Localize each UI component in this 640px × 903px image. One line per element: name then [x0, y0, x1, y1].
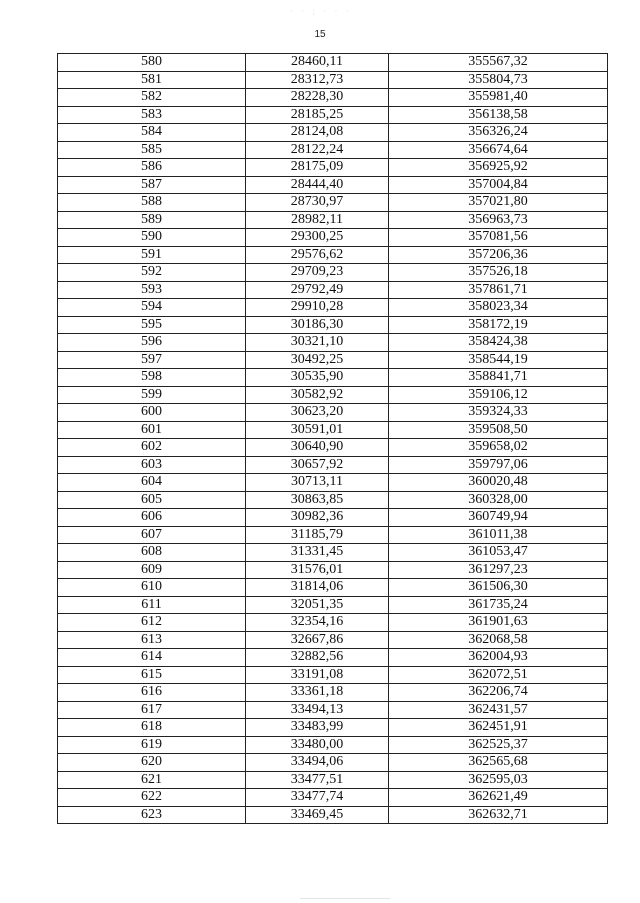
coordinates-table [57, 53, 608, 824]
point-number-cell: 614 [58, 649, 246, 667]
y-coordinate-cell: 359508,50 [389, 421, 608, 439]
y-coordinate-cell: 360020,48 [389, 474, 608, 492]
x-coordinate-cell: 32667,86 [246, 631, 389, 649]
y-coordinate-cell: 355567,32 [389, 54, 608, 72]
point-number-cell: 619 [58, 736, 246, 754]
y-coordinate-cell: 361011,38 [389, 526, 608, 544]
x-coordinate-cell: 28124,08 [246, 124, 389, 142]
y-coordinate-cell: 357081,56 [389, 229, 608, 247]
table-row [58, 299, 608, 317]
point-number-cell: 596 [58, 334, 246, 352]
y-coordinate-cell: 362431,57 [389, 701, 608, 719]
table-row [58, 369, 608, 387]
table-row [58, 561, 608, 579]
y-coordinate-cell: 361735,24 [389, 596, 608, 614]
x-coordinate-cell: 30657,92 [246, 456, 389, 474]
table-row [58, 736, 608, 754]
point-number-cell: 612 [58, 614, 246, 632]
point-number-cell: 584 [58, 124, 246, 142]
x-coordinate-cell: 30863,85 [246, 491, 389, 509]
table-row [58, 71, 608, 89]
y-coordinate-cell: 361901,63 [389, 614, 608, 632]
x-coordinate-cell: 33469,45 [246, 806, 389, 824]
x-coordinate-cell: 30186,30 [246, 316, 389, 334]
point-number-cell: 589 [58, 211, 246, 229]
point-number-cell: 606 [58, 509, 246, 527]
x-coordinate-cell: 28444,40 [246, 176, 389, 194]
x-coordinate-cell: 29792,49 [246, 281, 389, 299]
table-row [58, 89, 608, 107]
y-coordinate-cell: 362565,68 [389, 754, 608, 772]
table-row [58, 509, 608, 527]
table-row [58, 474, 608, 492]
table-row [58, 526, 608, 544]
y-coordinate-cell: 357004,84 [389, 176, 608, 194]
table-row [58, 386, 608, 404]
point-number-cell: 621 [58, 771, 246, 789]
y-coordinate-cell: 362451,91 [389, 719, 608, 737]
table-row [58, 316, 608, 334]
table-row [58, 439, 608, 457]
table-row [58, 719, 608, 737]
table-row [58, 544, 608, 562]
y-coordinate-cell: 359658,02 [389, 439, 608, 457]
x-coordinate-cell: 30713,11 [246, 474, 389, 492]
x-coordinate-cell: 31814,06 [246, 579, 389, 597]
table-row [58, 281, 608, 299]
y-coordinate-cell: 362525,37 [389, 736, 608, 754]
table-row [58, 421, 608, 439]
scan-artifact: · · ; · · · [290, 6, 352, 16]
x-coordinate-cell: 29300,25 [246, 229, 389, 247]
point-number-cell: 598 [58, 369, 246, 387]
x-coordinate-cell: 30623,20 [246, 404, 389, 422]
y-coordinate-cell: 357206,36 [389, 246, 608, 264]
point-number-cell: 587 [58, 176, 246, 194]
page-number: 15 [314, 29, 326, 40]
table-row [58, 264, 608, 282]
x-coordinate-cell: 28730,97 [246, 194, 389, 212]
point-number-cell: 580 [58, 54, 246, 72]
y-coordinate-cell: 357861,71 [389, 281, 608, 299]
table-row [58, 141, 608, 159]
y-coordinate-cell: 362621,49 [389, 789, 608, 807]
point-number-cell: 620 [58, 754, 246, 772]
scan-edge-line [300, 898, 390, 899]
y-coordinate-cell: 362595,03 [389, 771, 608, 789]
y-coordinate-cell: 361053,47 [389, 544, 608, 562]
point-number-cell: 586 [58, 159, 246, 177]
point-number-cell: 600 [58, 404, 246, 422]
y-coordinate-cell: 355804,73 [389, 71, 608, 89]
y-coordinate-cell: 358023,34 [389, 299, 608, 317]
table-row [58, 596, 608, 614]
x-coordinate-cell: 29576,62 [246, 246, 389, 264]
table-row [58, 684, 608, 702]
x-coordinate-cell: 33494,06 [246, 754, 389, 772]
y-coordinate-cell: 356925,92 [389, 159, 608, 177]
y-coordinate-cell: 355981,40 [389, 89, 608, 107]
table-row [58, 771, 608, 789]
x-coordinate-cell: 28185,25 [246, 106, 389, 124]
point-number-cell: 594 [58, 299, 246, 317]
table-row [58, 631, 608, 649]
y-coordinate-cell: 359106,12 [389, 386, 608, 404]
table-row [58, 194, 608, 212]
table-row [58, 789, 608, 807]
point-number-cell: 618 [58, 719, 246, 737]
table-row [58, 701, 608, 719]
table-row [58, 211, 608, 229]
x-coordinate-cell: 32354,16 [246, 614, 389, 632]
y-coordinate-cell: 357526,18 [389, 264, 608, 282]
x-coordinate-cell: 33483,99 [246, 719, 389, 737]
point-number-cell: 604 [58, 474, 246, 492]
x-coordinate-cell: 30591,01 [246, 421, 389, 439]
table-row [58, 54, 608, 72]
x-coordinate-cell: 32882,56 [246, 649, 389, 667]
x-coordinate-cell: 30982,36 [246, 509, 389, 527]
x-coordinate-cell: 33477,74 [246, 789, 389, 807]
x-coordinate-cell: 30582,92 [246, 386, 389, 404]
point-number-cell: 595 [58, 316, 246, 334]
x-coordinate-cell: 28175,09 [246, 159, 389, 177]
x-coordinate-cell: 31185,79 [246, 526, 389, 544]
point-number-cell: 602 [58, 439, 246, 457]
x-coordinate-cell: 29709,23 [246, 264, 389, 282]
table-row [58, 124, 608, 142]
x-coordinate-cell: 28228,30 [246, 89, 389, 107]
table-row [58, 666, 608, 684]
x-coordinate-cell: 30640,90 [246, 439, 389, 457]
table-row [58, 754, 608, 772]
y-coordinate-cell: 362632,71 [389, 806, 608, 824]
table-row [58, 806, 608, 824]
y-coordinate-cell: 358841,71 [389, 369, 608, 387]
y-coordinate-cell: 359797,06 [389, 456, 608, 474]
point-number-cell: 609 [58, 561, 246, 579]
x-coordinate-cell: 33477,51 [246, 771, 389, 789]
y-coordinate-cell: 358544,19 [389, 351, 608, 369]
y-coordinate-cell: 362072,51 [389, 666, 608, 684]
x-coordinate-cell: 32051,35 [246, 596, 389, 614]
point-number-cell: 603 [58, 456, 246, 474]
table-row [58, 106, 608, 124]
point-number-cell: 615 [58, 666, 246, 684]
point-number-cell: 623 [58, 806, 246, 824]
x-coordinate-cell: 33191,08 [246, 666, 389, 684]
point-number-cell: 608 [58, 544, 246, 562]
table-row [58, 649, 608, 667]
point-number-cell: 593 [58, 281, 246, 299]
table-row [58, 491, 608, 509]
x-coordinate-cell: 28312,73 [246, 71, 389, 89]
table-row [58, 176, 608, 194]
y-coordinate-cell: 358172,19 [389, 316, 608, 334]
table-row [58, 579, 608, 597]
point-number-cell: 605 [58, 491, 246, 509]
table-row [58, 229, 608, 247]
point-number-cell: 616 [58, 684, 246, 702]
y-coordinate-cell: 357021,80 [389, 194, 608, 212]
table-row [58, 246, 608, 264]
table-row [58, 159, 608, 177]
point-number-cell: 592 [58, 264, 246, 282]
y-coordinate-cell: 356963,73 [389, 211, 608, 229]
x-coordinate-cell: 31576,01 [246, 561, 389, 579]
point-number-cell: 597 [58, 351, 246, 369]
point-number-cell: 588 [58, 194, 246, 212]
y-coordinate-cell: 360328,00 [389, 491, 608, 509]
table-row [58, 614, 608, 632]
table-row [58, 351, 608, 369]
x-coordinate-cell: 33480,00 [246, 736, 389, 754]
x-coordinate-cell: 33361,18 [246, 684, 389, 702]
y-coordinate-cell: 356674,64 [389, 141, 608, 159]
y-coordinate-cell: 356326,24 [389, 124, 608, 142]
y-coordinate-cell: 360749,94 [389, 509, 608, 527]
y-coordinate-cell: 359324,33 [389, 404, 608, 422]
y-coordinate-cell: 362004,93 [389, 649, 608, 667]
y-coordinate-cell: 362206,74 [389, 684, 608, 702]
point-number-cell: 622 [58, 789, 246, 807]
x-coordinate-cell: 31331,45 [246, 544, 389, 562]
x-coordinate-cell: 33494,13 [246, 701, 389, 719]
point-number-cell: 617 [58, 701, 246, 719]
point-number-cell: 581 [58, 71, 246, 89]
point-number-cell: 610 [58, 579, 246, 597]
table-row [58, 334, 608, 352]
point-number-cell: 585 [58, 141, 246, 159]
y-coordinate-cell: 361506,30 [389, 579, 608, 597]
x-coordinate-cell: 28122,24 [246, 141, 389, 159]
point-number-cell: 613 [58, 631, 246, 649]
point-number-cell: 611 [58, 596, 246, 614]
table-row [58, 456, 608, 474]
x-coordinate-cell: 30321,10 [246, 334, 389, 352]
y-coordinate-cell: 356138,58 [389, 106, 608, 124]
point-number-cell: 582 [58, 89, 246, 107]
point-number-cell: 601 [58, 421, 246, 439]
y-coordinate-cell: 362068,58 [389, 631, 608, 649]
point-number-cell: 591 [58, 246, 246, 264]
x-coordinate-cell: 28982,11 [246, 211, 389, 229]
y-coordinate-cell: 361297,23 [389, 561, 608, 579]
table-row [58, 404, 608, 422]
point-number-cell: 607 [58, 526, 246, 544]
point-number-cell: 583 [58, 106, 246, 124]
x-coordinate-cell: 30535,90 [246, 369, 389, 387]
point-number-cell: 590 [58, 229, 246, 247]
point-number-cell: 599 [58, 386, 246, 404]
x-coordinate-cell: 29910,28 [246, 299, 389, 317]
x-coordinate-cell: 28460,11 [246, 54, 389, 72]
y-coordinate-cell: 358424,38 [389, 334, 608, 352]
x-coordinate-cell: 30492,25 [246, 351, 389, 369]
table-body [58, 54, 608, 824]
